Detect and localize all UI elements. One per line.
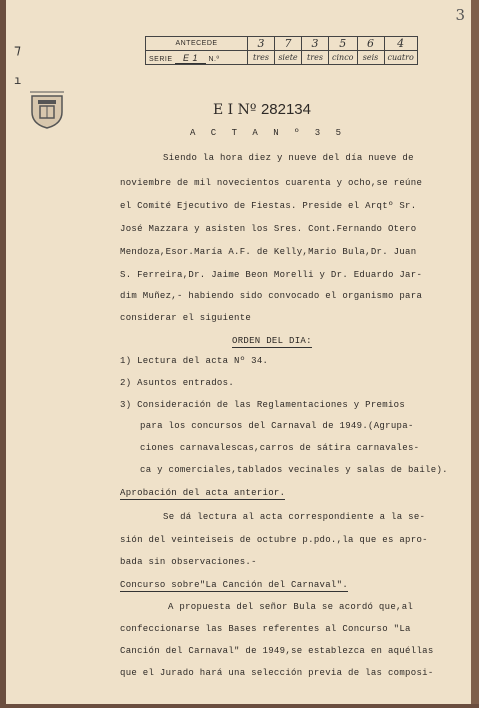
scan-edge-left xyxy=(0,0,6,708)
text-line: bada sin observaciones.- xyxy=(120,557,257,567)
antecedentes-word: seis xyxy=(357,51,384,65)
text-line: confeccionarse las Bases referentes al Concurso "La xyxy=(120,624,411,634)
text-line: Siendo la hora diez y nueve del día nueve de xyxy=(163,153,414,163)
text-line: José Mazzara y asisten los Sres. Cont.Fernando Otero xyxy=(120,224,417,234)
registry-stamp xyxy=(213,101,311,118)
text-line: noviembre de mil novecientos cuarenta y ocho,se reúne xyxy=(120,178,423,188)
antecedentes-digit: 5 xyxy=(329,37,358,51)
section-heading: Aprobación del acta anterior. xyxy=(120,488,286,498)
agenda-item: 1) Lectura del acta Nº 34. xyxy=(120,356,269,366)
municipal-seal-icon xyxy=(28,90,66,130)
page-number: 3 xyxy=(455,6,465,24)
antecedentes-word: cinco xyxy=(329,51,358,65)
text-line: el Comité Ejecutivo de Fiestas. Preside el Arqtº Sr. xyxy=(120,201,417,211)
margin-mark: ⁊ xyxy=(14,43,21,59)
text-line: Se dá lectura al acta correspondiente a la se- xyxy=(163,512,426,522)
orden-del-dia-heading: ORDEN DEL DIA: xyxy=(232,336,312,346)
margin-tick: ı xyxy=(14,74,22,88)
serie-suffix: N.º xyxy=(208,55,220,63)
text-line: que el Jurado hará una selección previa de las composi- xyxy=(120,668,434,678)
antecedentes-digit: 3 xyxy=(302,37,329,51)
text-line: ciones carnavalescas,carros de sátira carnavales- xyxy=(140,443,420,453)
stamp-number: 282134 xyxy=(260,101,311,118)
text-line: S. Ferreira,Dr. Jaime Beon Morelli y Dr. Eduardo Jar- xyxy=(120,270,423,280)
antecedentes-label: ANTECEDE xyxy=(146,37,248,51)
text-line: Mendoza,Esor.María A.F. de Kelly,Mario Bula,Dr. Juan xyxy=(120,247,417,257)
serie-label: SERIE xyxy=(149,55,173,63)
antecedentes-table xyxy=(145,36,418,65)
text-line: dim Muñez,- habiendo sido convocado el organismo para xyxy=(120,291,423,301)
antecedentes-word: siete xyxy=(275,51,302,65)
antecedentes-digit: 7 xyxy=(275,37,302,51)
antecedentes-word: cuatro xyxy=(384,51,417,65)
text-line: A propuesta del señor Bula se acordó que,al xyxy=(168,602,414,612)
text-line: considerar el siguiente xyxy=(120,313,252,323)
antecedentes-digit: 6 xyxy=(357,37,384,51)
stamp-prefix: E I Nº xyxy=(213,102,257,118)
acta-title: A C T A N º 3 5 xyxy=(190,128,347,138)
section-heading: Concurso sobre"La Canción del Carnaval". xyxy=(120,580,349,590)
antecedentes-word: tres xyxy=(248,51,275,65)
antecedentes-word: tres xyxy=(302,51,329,65)
serie-value: E 1 xyxy=(175,53,206,64)
text-line: sión del veinteiseis de octubre p.pdo.,la que es apro- xyxy=(120,535,428,545)
agenda-item: 2) Asuntos entrados. xyxy=(120,378,235,388)
text-line: para los concursos del Carnaval de 1949.(Agrupa- xyxy=(140,421,414,431)
antecedentes-digit: 3 xyxy=(248,37,275,51)
text-line: ca y comerciales,tablados vecinales y salas de baile). xyxy=(140,465,448,475)
serie-cell xyxy=(146,51,248,65)
agenda-item: 3) Consideración de las Reglamentaciones y Premios xyxy=(120,400,406,410)
scan-edge-bottom xyxy=(0,704,479,708)
scan-edge-right xyxy=(471,0,479,708)
text-line: Canción del Carnaval" de 1949,se establezca en aquéllas xyxy=(120,646,434,656)
antecedentes-digit: 4 xyxy=(384,37,417,51)
